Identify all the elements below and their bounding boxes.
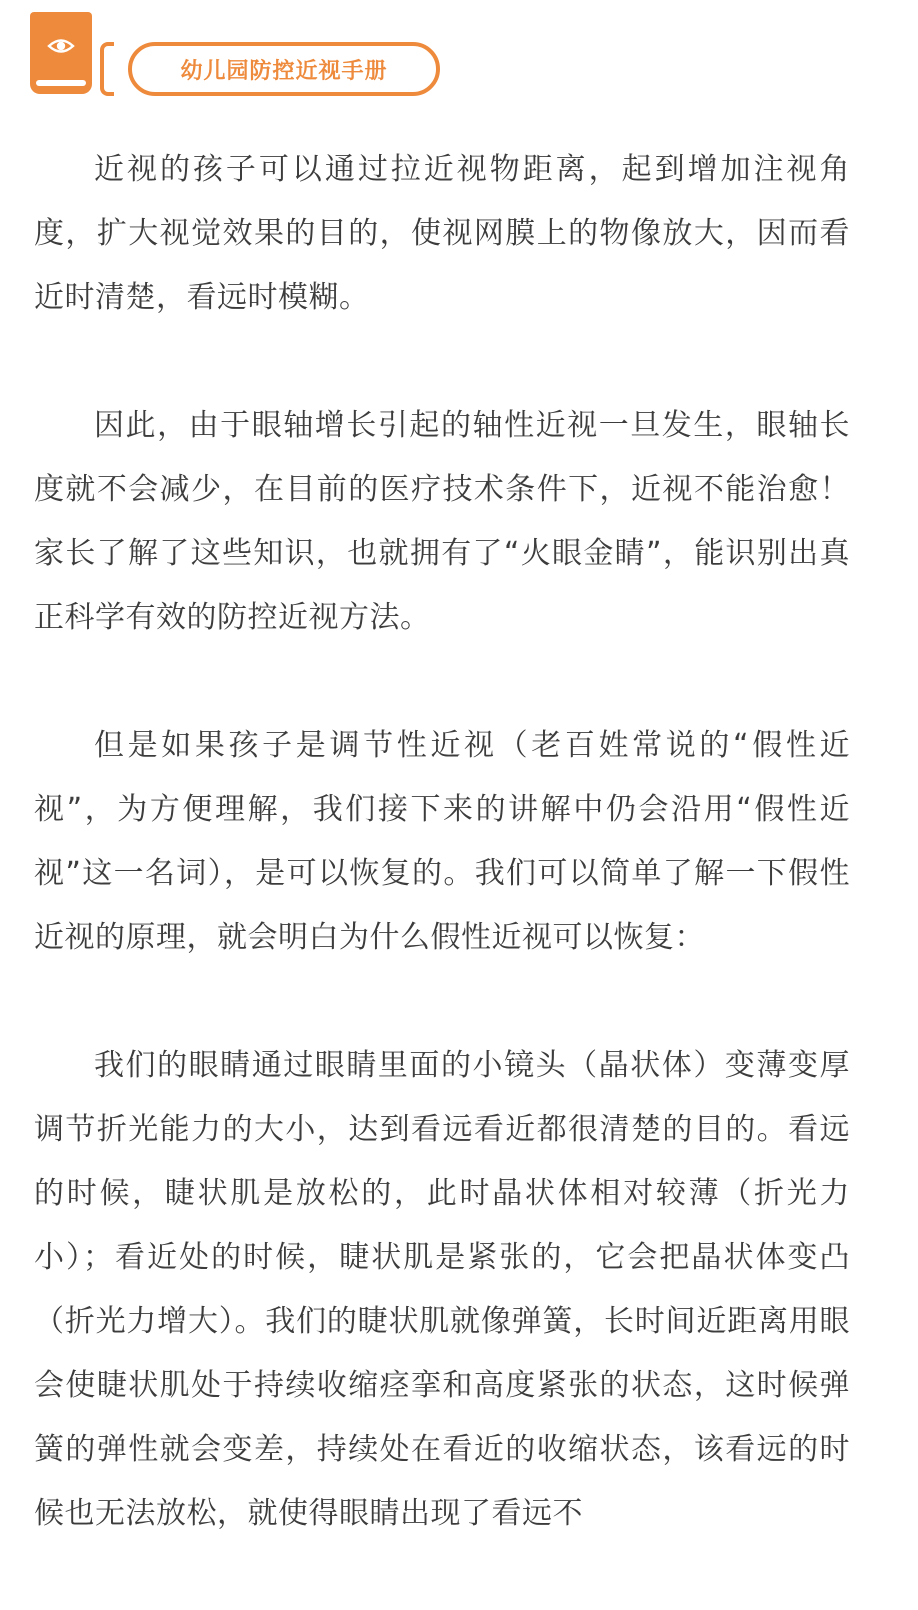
book-icon xyxy=(30,12,92,94)
header-bracket xyxy=(100,42,114,96)
article-body xyxy=(34,138,850,1610)
paragraph-4: 我们的眼睛通过眼睛里面的小镜头（晶状体）变薄变厚调节折光能力的大小，达到看远看近都很清楚的目的。看远的时候，睫状肌是放松的，此时晶状体相对较薄（折光力小）；看近处的时候，睫状肌是紧张的，它会把晶状体变凸（折光力增大）。我们的睫状肌就像弹簧，长时间近距离用眼会使睫状肌处于持续收缩痉挛和高度紧张的状态，这时候弹簧的弹性就会变差，持续处在看近的收缩状态，该看远的时候也无法放松，就使得眼睛出现了看远不 xyxy=(34,1048,850,1531)
eye-icon xyxy=(47,34,75,58)
paragraph-3: 但是如果孩子是调节性近视（老百姓常说的“假性近视”，为方便理解，我们接下来的讲解中仍会沿用“假性近视”这一名词），是可以恢复的。我们可以简单了解一下假性近视的原理，就会明白为什么假性近视可以恢复： xyxy=(34,728,850,955)
paragraph-2: 因此，由于眼轴增长引起的轴性近视一旦发生，眼轴长度就不会减少，在目前的医疗技术条件下，近视不能治愈！家长了解了这些知识，也就拥有了“火眼金睛”，能识别出真正科学有效的防控近视方法。 xyxy=(34,408,850,635)
paragraph-1: 近视的孩子可以通过拉近视物距离，起到增加注视角度，扩大视觉效果的目的，使视网膜上的物像放大，因而看近时清楚，看远时模糊。 xyxy=(34,152,850,315)
header-title: 幼儿园防控近视手册 xyxy=(180,58,388,84)
section-header xyxy=(30,12,445,98)
header-title-box xyxy=(128,42,440,96)
